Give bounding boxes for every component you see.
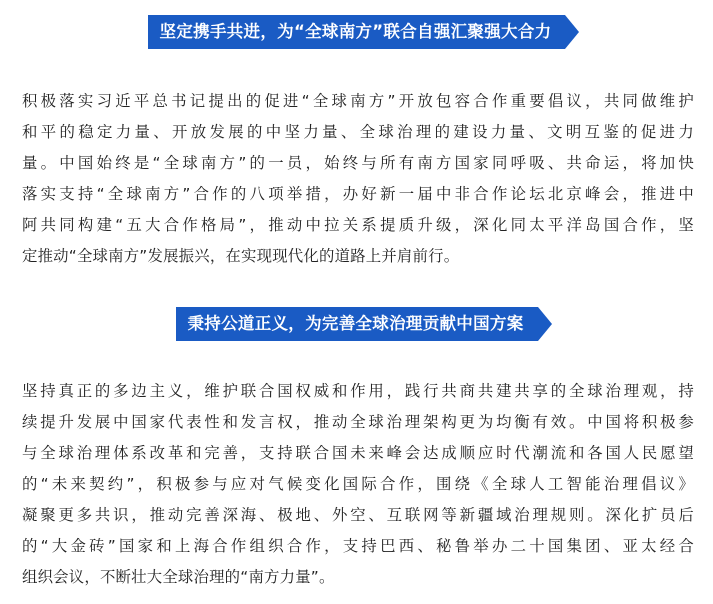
section-2-paragraph [22, 376, 694, 593]
paragraph-line: 凝聚更多共识，推动完善深海、极地、外空、互联网等新疆域治理规则。深化扩员后 [22, 506, 694, 524]
paragraph-line: 续提升发展中国家代表性和发言权，推动全球治理架构更为均衡有效。中国将积极参 [22, 413, 694, 431]
section-2-heading: 秉持公道正义，为完善全球治理贡献中国方案 [176, 307, 538, 341]
section-1-heading-wrap [0, 15, 713, 49]
paragraph-line: 的“大金砖”国家和上海合作组织合作，支持巴西、秘鲁举办二十国集团、亚太经合 [22, 537, 694, 555]
paragraph-line: 和平的稳定力量、开放发展的中坚力量、全球治理的建设力量、文明互鉴的促进力 [22, 123, 694, 141]
section-1-heading: 坚定携手共进，为“全球南方”联合自强汇聚强大合力 [148, 15, 566, 49]
section-1-paragraph [22, 86, 694, 272]
paragraph-line: 积极落实习近平总书记提出的促进“全球南方”开放包容合作重要倡议，共同做维护 [22, 92, 694, 110]
section-2-heading-wrap [0, 307, 713, 341]
paragraph-line: 量。中国始终是“全球南方”的一员，始终与所有南方国家同呼吸、共命运，将加快 [22, 154, 694, 172]
paragraph-line: 与全球治理体系改革和完善，支持联合国未来峰会达成顺应时代潮流和各国人民愿望 [22, 444, 694, 462]
paragraph-line: 阿共同构建“五大合作格局”，推动中拉关系提质升级，深化同太平洋岛国合作，坚 [22, 216, 694, 234]
paragraph-line: 坚持真正的多边主义，维护联合国权威和作用，践行共商共建共享的全球治理观，持 [22, 382, 694, 400]
paragraph-line: 落实支持“全球南方”合作的八项举措，办好新一届中非合作论坛北京峰会，推进中 [22, 185, 694, 203]
paragraph-line: 定推动“全球南方”发展振兴，在实现现代化的道路上并肩前行。 [22, 247, 460, 265]
paragraph-line: 组织会议，不断壮大全球治理的“南方力量”。 [22, 568, 335, 586]
paragraph-line: 的“未来契约”，积极参与应对气候变化国际合作，围绕《全球人工智能治理倡议》 [22, 475, 694, 493]
